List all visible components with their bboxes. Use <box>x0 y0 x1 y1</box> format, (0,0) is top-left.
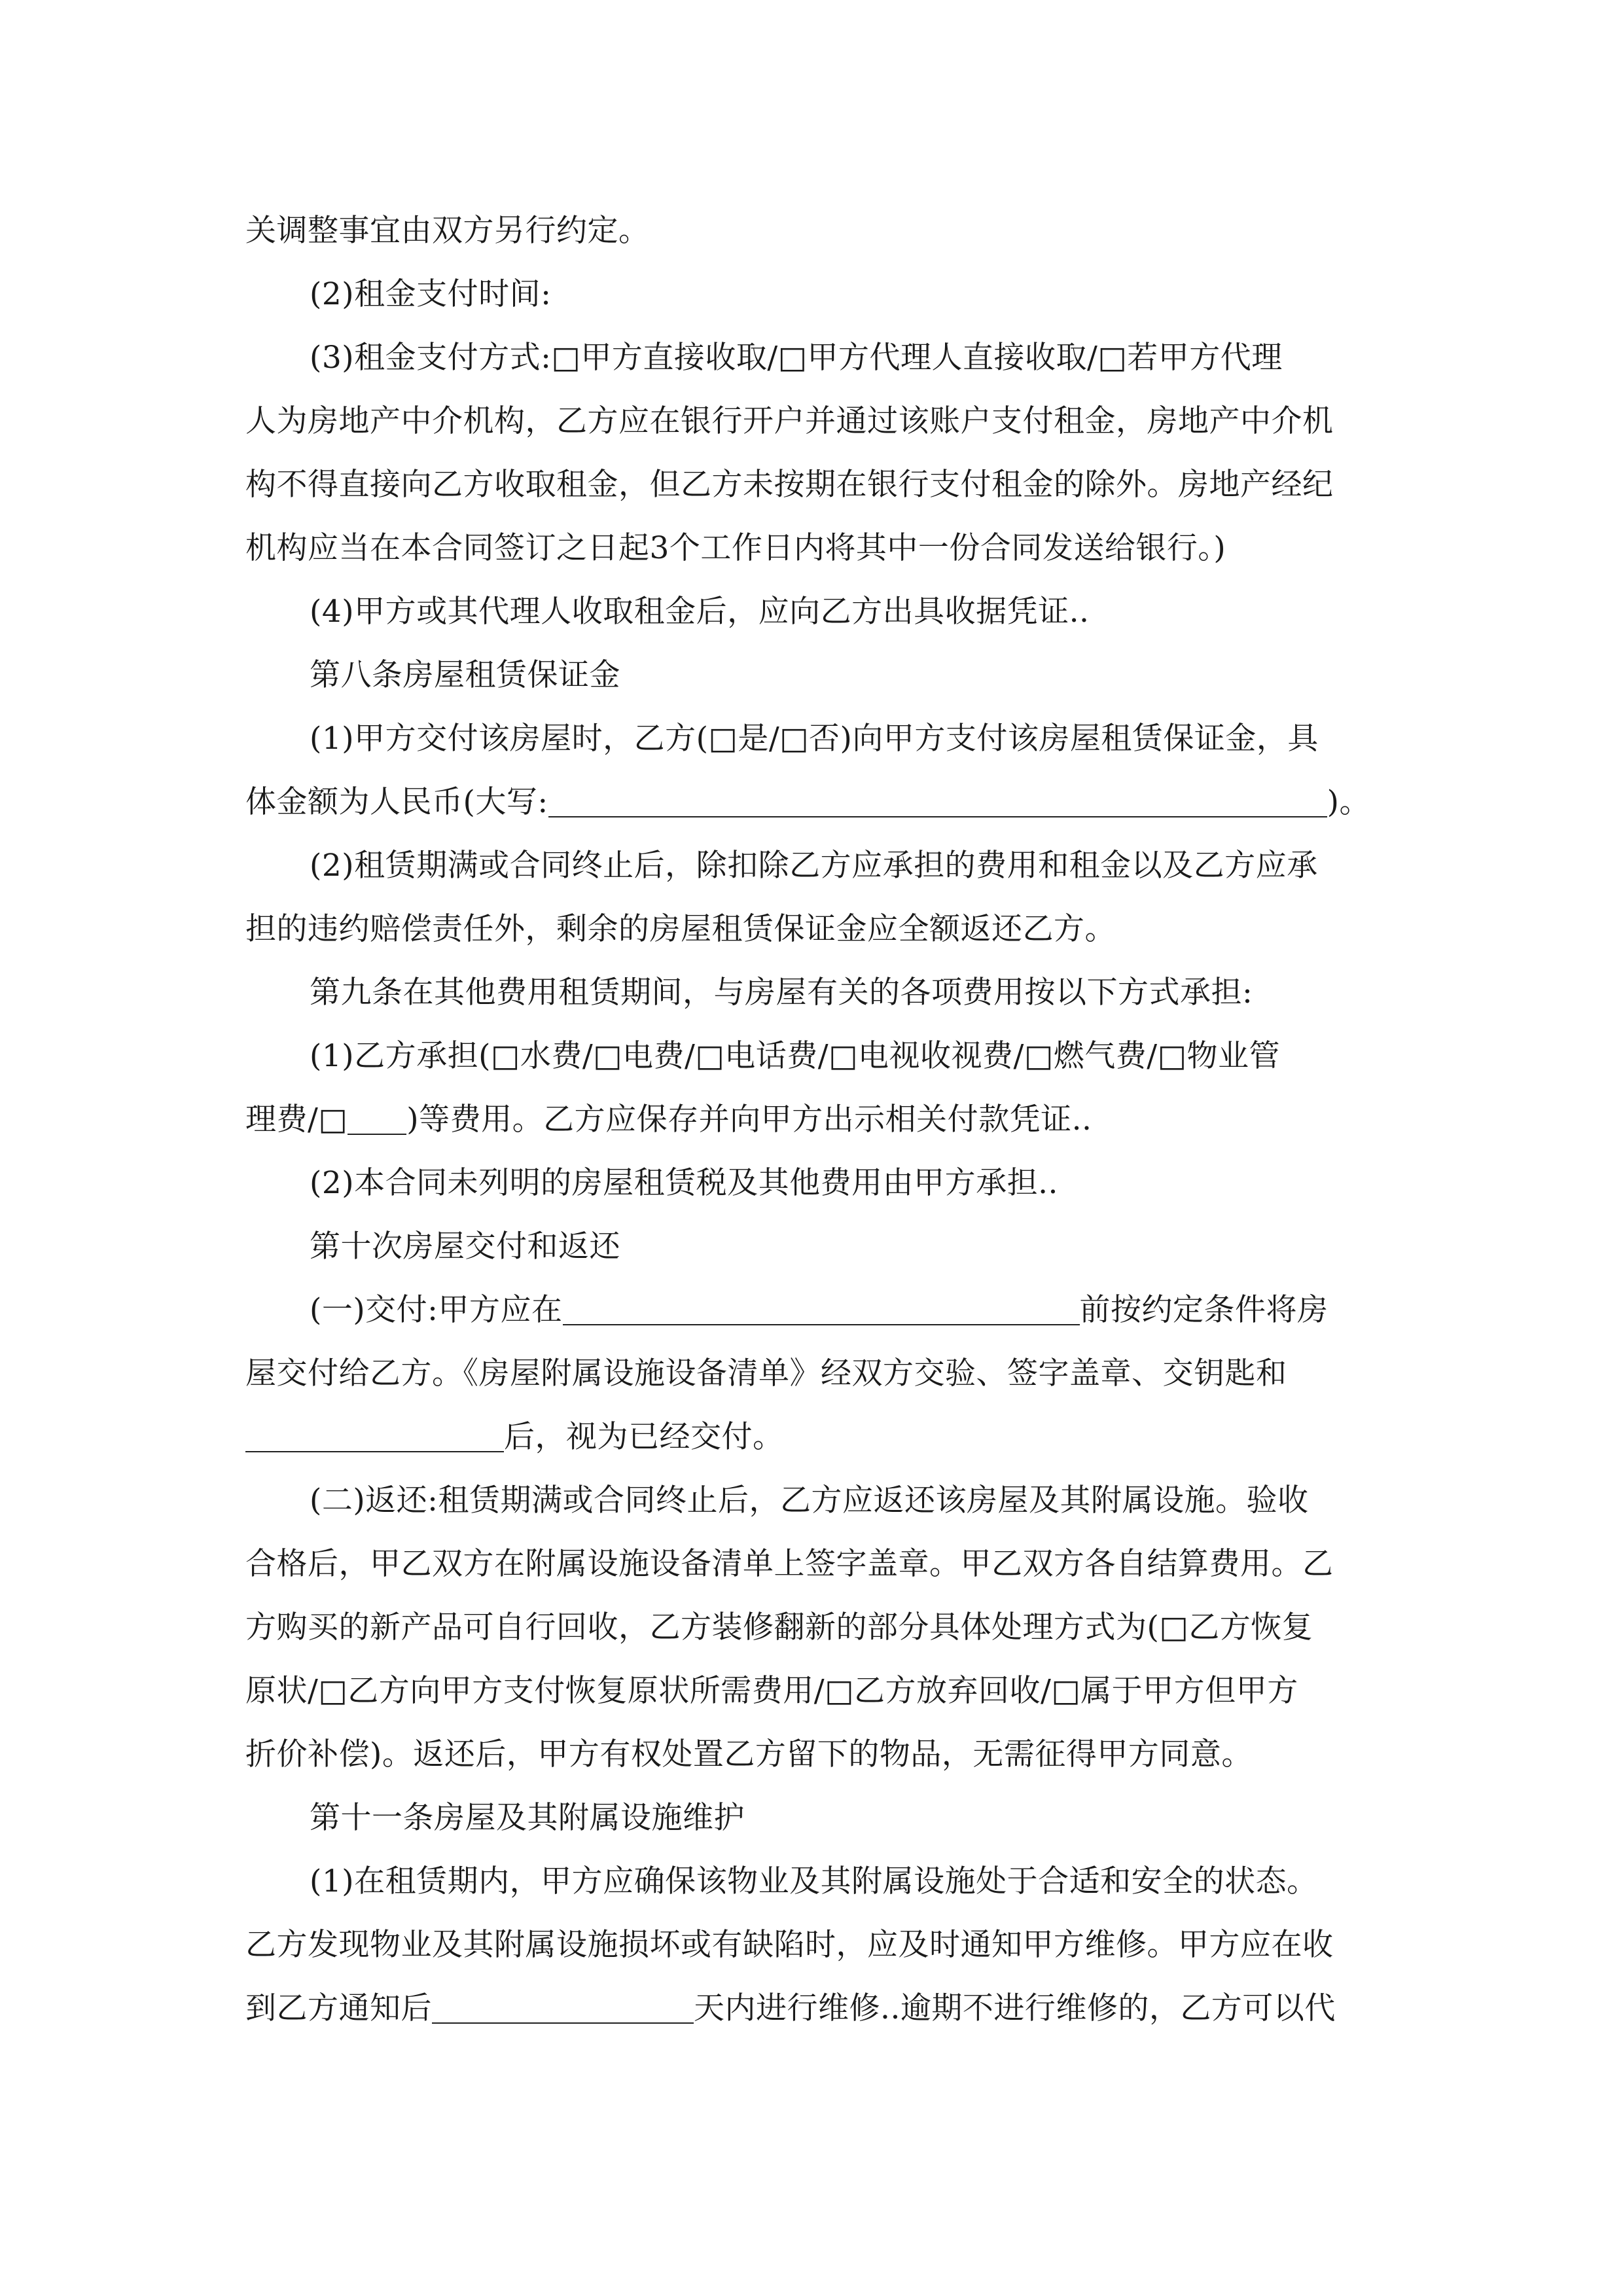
paragraph-line: 合格后，甲乙双方在附属设施设备清单上签字盖章。甲乙双方各自结算费用。乙 <box>245 1546 1334 1582</box>
paragraph-line: 原状/□乙方向甲方支付恢复原状所需费用/□乙方放弃回收/□属于甲方但甲方 <box>245 1673 1298 1709</box>
paragraph-line: 担的违约赔偿责任外，剩余的房屋租赁保证金应全额返还乙方。 <box>245 911 1116 947</box>
line-text-before-blank: (一)交付:甲方应在 <box>310 1292 563 1328</box>
paragraph-line-with-blank <box>245 783 1378 822</box>
fill-in-blank <box>432 1992 694 2024</box>
line-text-after-blank: )。 <box>1327 784 1371 820</box>
paragraph-line-with-blank <box>245 1418 1378 1457</box>
paragraph-line: (1)甲方交付该房屋时，乙方(□是/□否)向甲方支付该房屋租赁保证金，具 <box>310 721 1319 757</box>
line-text-after-blank: 后，视为已经交付。 <box>504 1419 784 1455</box>
fill-in-blank <box>348 1103 406 1135</box>
line-text-after-blank: 前按约定条件将房 <box>1079 1292 1329 1328</box>
line-text-before-blank: 体金额为人民币(大写: <box>245 784 548 820</box>
paragraph-line: (1)乙方承担(□水费/□电费/□电话费/□电视收视费/□燃气费/□物业管 <box>310 1038 1281 1074</box>
section-heading: 第八条房屋租赁保证金 <box>310 657 620 693</box>
fill-in-blank <box>245 1421 504 1452</box>
section-heading: 第十一条房屋及其附属设施维护 <box>310 1800 745 1836</box>
paragraph-line: 方购买的新产品可自行回收，乙方装修翻新的部分具体处理方式为(□乙方恢复 <box>245 1609 1313 1645</box>
paragraph-line-with-blank <box>310 1291 1378 1330</box>
paragraph-line: (二)返还:租赁期满或合同终止后，乙方应返还该房屋及其附属设施。验收 <box>310 1482 1309 1518</box>
paragraph-line: (3)租金支付方式:□甲方直接收取/□甲方代理人直接收取/□若甲方代理 <box>310 340 1283 376</box>
paragraph-line: 人为房地产中介机构，乙方应在银行开户并通过该账户支付租金，房地产中介机 <box>245 403 1334 439</box>
line-text-before-blank: 到乙方通知后 <box>245 1990 432 2026</box>
paragraph-line: (2)本合同未列明的房屋租赁税及其他费用由甲方承担.. <box>310 1165 1058 1201</box>
fill-in-blank <box>548 786 1327 817</box>
paragraph-line: (4)甲方或其代理人收取租金后，应向乙方出具收据凭证.. <box>310 594 1090 630</box>
section-heading: 第九条在其他费用租赁期间，与房屋有关的各项费用按以下方式承担: <box>310 975 1253 1011</box>
paragraph-line: 折价补偿)。返还后，甲方有权处置乙方留下的物品，无需征得甲方同意。 <box>245 1736 1253 1772</box>
paragraph-line-with-blank <box>245 1100 1378 1139</box>
paragraph-line: (2)租赁期满或合同终止后，除扣除乙方应承担的费用和租金以及乙方应承 <box>310 848 1318 884</box>
paragraph-line: 乙方发现物业及其附属设施损坏或有缺陷时，应及时通知甲方维修。甲方应在收 <box>245 1927 1334 1963</box>
paragraph-line: 关调整事宜由双方另行约定。 <box>245 213 650 249</box>
fill-in-blank <box>563 1294 1080 1325</box>
paragraph-line: (2)租金支付时间: <box>310 276 552 312</box>
paragraph-line: 构不得直接向乙方收取租金，但乙方未按期在银行支付租金的除外。房地产经纪 <box>245 467 1334 503</box>
paragraph-line: 屋交付给乙方。《房屋附属设施设备清单》经双方交验、签字盖章、交钥匙和 <box>245 1355 1287 1391</box>
paragraph-line-with-blank <box>245 1989 1378 2028</box>
section-heading: 第十次房屋交付和返还 <box>310 1229 620 1265</box>
line-text-after-blank: )等费用。乙方应保存并向甲方出示相关付款凭证.. <box>406 1102 1092 1138</box>
paragraph-line: (1)在租赁期内，甲方应确保该物业及其附属设施处于合适和安全的状态。 <box>310 1863 1318 1899</box>
line-text-before-blank: 理费/□ <box>245 1102 348 1138</box>
paragraph-line: 机构应当在本合同签订之日起3个工作日内将其中一份合同发送给银行。) <box>245 530 1226 566</box>
line-text-after-blank: 天内进行维修..逾期不进行维修的，乙方可以代 <box>694 1990 1336 2026</box>
